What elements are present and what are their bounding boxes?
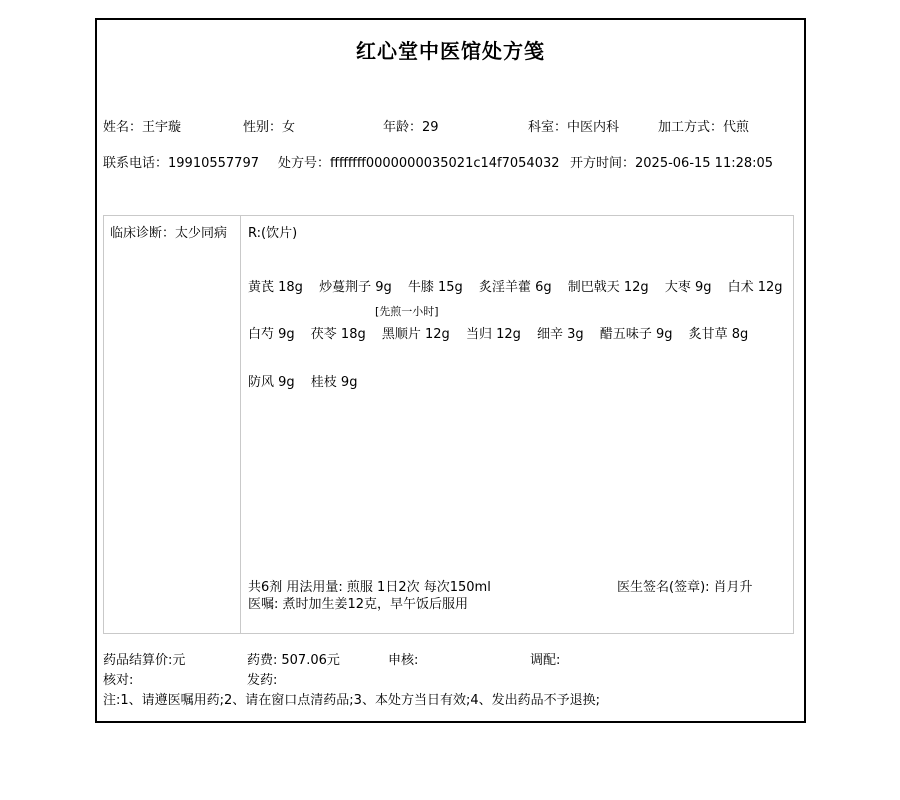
prescription-sheet	[95, 18, 806, 723]
herb-line-2	[248, 323, 760, 342]
herb-item: 白术 12g	[727, 280, 783, 295]
medicine-fee-value: 507.06元	[281, 653, 340, 668]
herb-item: 炙淫羊藿 6g	[478, 280, 552, 295]
herb-item: 大枣 9g	[664, 280, 712, 295]
dispense-field: 发药:	[247, 673, 278, 688]
herb-item: 细辛 3g	[537, 327, 584, 342]
doctor-signature-label: 医生签名(签章):	[617, 580, 710, 595]
decoction-annotation: [先煎一小时]	[375, 305, 439, 318]
herb-item: 牛膝 15g	[407, 280, 463, 295]
herb-item: 茯苓 18g	[310, 327, 366, 342]
herb-item: 黄芪 18g	[248, 280, 303, 295]
herb-item: 白芍 9g	[248, 327, 295, 342]
herb-line-1	[248, 276, 795, 295]
footer-row-2	[97, 669, 804, 689]
rx-content	[241, 216, 793, 633]
prescription-body	[103, 215, 794, 634]
patient-name: 姓名：王宇璇	[103, 120, 182, 135]
issue-time: 开方时间：2025-06-15 11:28:05	[570, 156, 774, 171]
herb-item: 黑顺片 12g	[381, 327, 450, 342]
herb-item: 炒蔓荆子 9g	[319, 280, 392, 295]
prescription-number: 处方号：ffffffff0000000035021c14f7054032	[278, 156, 560, 171]
rx-header: R:(饮片)	[248, 226, 298, 241]
herb-item: 炙甘草 8g	[688, 327, 749, 342]
department: 科室：中医内科	[528, 120, 620, 135]
herb-item: 防风 9g	[248, 375, 295, 390]
medicine-fee-label: 药费:	[247, 653, 278, 668]
clinical-diagnosis: 临床诊断：太少同病	[104, 216, 241, 633]
doctor-advice: 医嘱: 煮时加生姜12克，早午饭后服用	[248, 597, 469, 612]
check-field: 核对:	[103, 673, 134, 688]
herb-item: 当归 12g	[465, 327, 521, 342]
herb-item: 桂枝 9g	[310, 375, 358, 390]
footer-row-1	[97, 649, 804, 669]
dosage-usage: 共6剂 用法用量: 煎服 1日2次 每次150ml	[248, 580, 491, 595]
processing-method: 加工方式：代煎	[658, 120, 750, 135]
clinic-title: 红心堂中医馆处方笺	[356, 39, 545, 63]
footer-note: 注:1、请遵医嘱用药;2、请在窗口点清药品;3、本处方当日有效;4、发出药品不予退换;	[103, 693, 600, 708]
review-field: 申核:	[388, 653, 419, 668]
patient-age: 年龄：29	[383, 120, 439, 135]
herb-item: 制巴戟天 12g	[567, 280, 649, 295]
medicine-fee	[247, 649, 340, 668]
doctor-signature-value: 肖月升	[713, 580, 753, 595]
herb-item: 醋五味子 9g	[599, 327, 673, 342]
herb-line-3	[248, 371, 369, 390]
patient-info-row-2	[97, 152, 804, 172]
doctor-signature	[617, 576, 753, 595]
contact-phone: 联系电话：19910557797	[103, 156, 259, 171]
patient-info-row-1	[97, 116, 804, 136]
settlement-price: 药品结算价:元	[103, 653, 186, 668]
prepare-field: 调配:	[530, 653, 561, 668]
patient-gender: 性别：女	[243, 120, 296, 135]
